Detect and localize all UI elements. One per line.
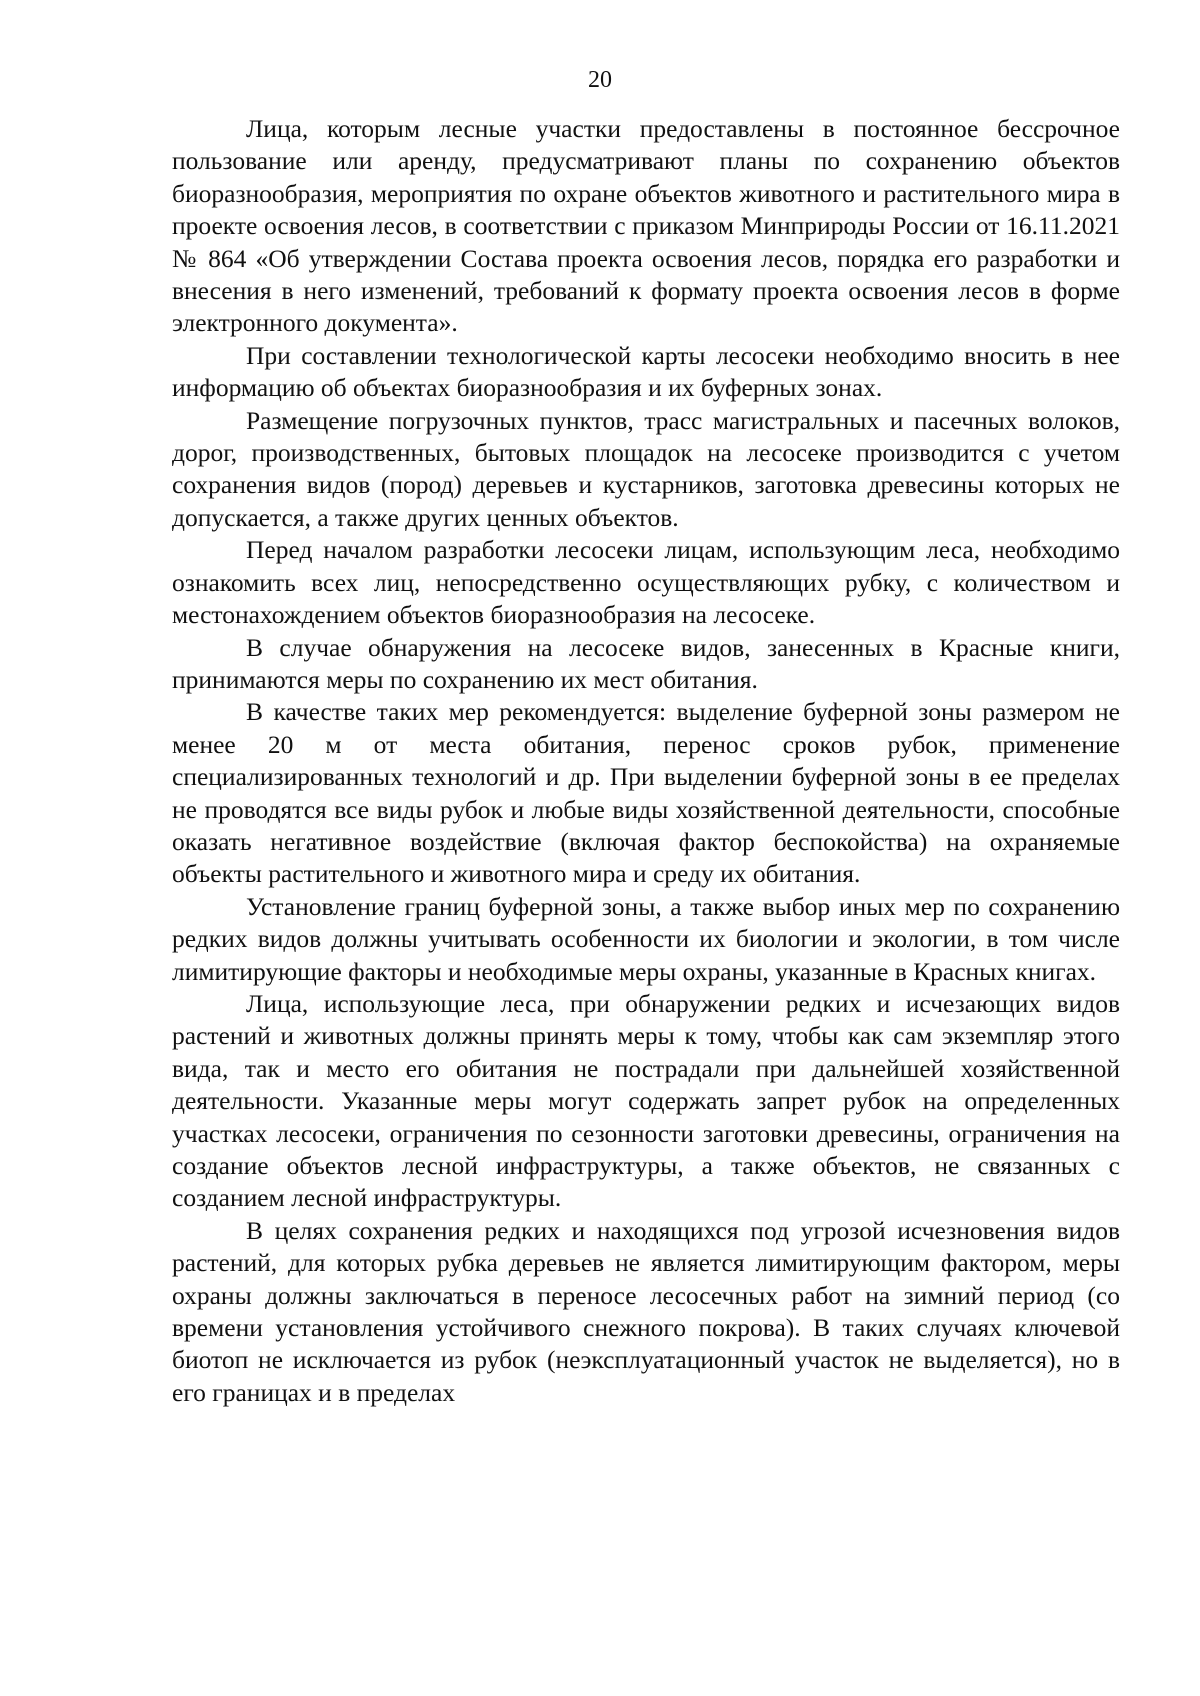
paragraph: Перед началом разработки лесосеки лицам, использующим леса, необходимо ознакомить всех лиц, непосредственно осуществляющих рубку, с количеством и местонахождением объектов биоразнообразия на лесосеке. (172, 535, 1120, 630)
paragraph: Лица, которым лесные участки предоставлены в постоянное бессрочное пользование или аренду, предусматривают планы по сохранению объектов биоразнообразия, мероприятия по охране объектов животного и растительного мира в проекте освоения лесов, в соответствии с приказом Минприроды России от 16.11.2021 № 864 «Об утверждении Состава проекта освоения лесов, порядка его разработки и внесения в него изменений, требований к формату проекта освоения лесов в форме электронного документа». (172, 114, 1120, 338)
page-number: 20 (588, 67, 612, 93)
paragraph: В случае обнаружения на лесосеке видов, занесенных в Красные книги, принимаются меры по сохранению их мест обитания. (172, 632, 1120, 694)
paragraph: Установление границ буферной зоны, а также выбор иных мер по сохранению редких видов должны учитывать особенности их биологии и экологии, в том числе лимитирующие факторы и необходимые меры охраны, указанные в Красных книгах. (172, 891, 1120, 986)
paragraph: Размещение погрузочных пунктов, трасс магистральных и пасечных волоков, дорог, производственных, бытовых площадок на лесосеке производится с учетом сохранения видов (пород) деревьев и кустарников, заготовка древесины которых не допускается, а также других ценных объектов. (172, 405, 1120, 532)
paragraph: Лица, использующие леса, при обнаружении редких и исчезающих видов растений и животных должны принять меры к тому, чтобы как сам экземпляр этого вида, так и место его обитания не пострадали при дальнейшей хозяйственной деятельности. Указанные меры могут содержать запрет рубок на определенных участках лесосеки, ограничения по сезонности заготовки древесины, ограничения на создание объектов лесной инфраструктуры, а также объектов, не связанных с созданием лесной инфраструктуры. (172, 988, 1120, 1213)
paragraph: В качестве таких мер рекомендуется: выделение буферной зоны размером не менее 20 м от места обитания, перенос сроков рубок, применение специализированных технологий и др. При выделении буферной зоны в ее пределах не проводятся все виды рубок и любые виды хозяйственной деятельности, способные оказать негативное воздействие (включая фактор беспокойства) на охраняемые объекты растительного и животного мира и среду их обитания. (172, 697, 1120, 889)
paragraph: В целях сохранения редких и находящихся под угрозой исчезновения видов растений, для которых рубка деревьев не является лимитирующим фактором, меры охраны должны заключаться в переносе лесосечных работ на зимний период (со времени установления устойчивого снежного покрова). В таких случаях ключевой биотоп не исключается из рубок (неэксплуатационный участок не выделяется), но в его границах и в пределах (172, 1215, 1120, 1407)
document-body (172, 113, 1120, 1409)
paragraph: При составлении технологической карты лесосеки необходимо вносить в нее информацию об объектах биоразнообразия и их буферных зонах. (172, 340, 1120, 403)
